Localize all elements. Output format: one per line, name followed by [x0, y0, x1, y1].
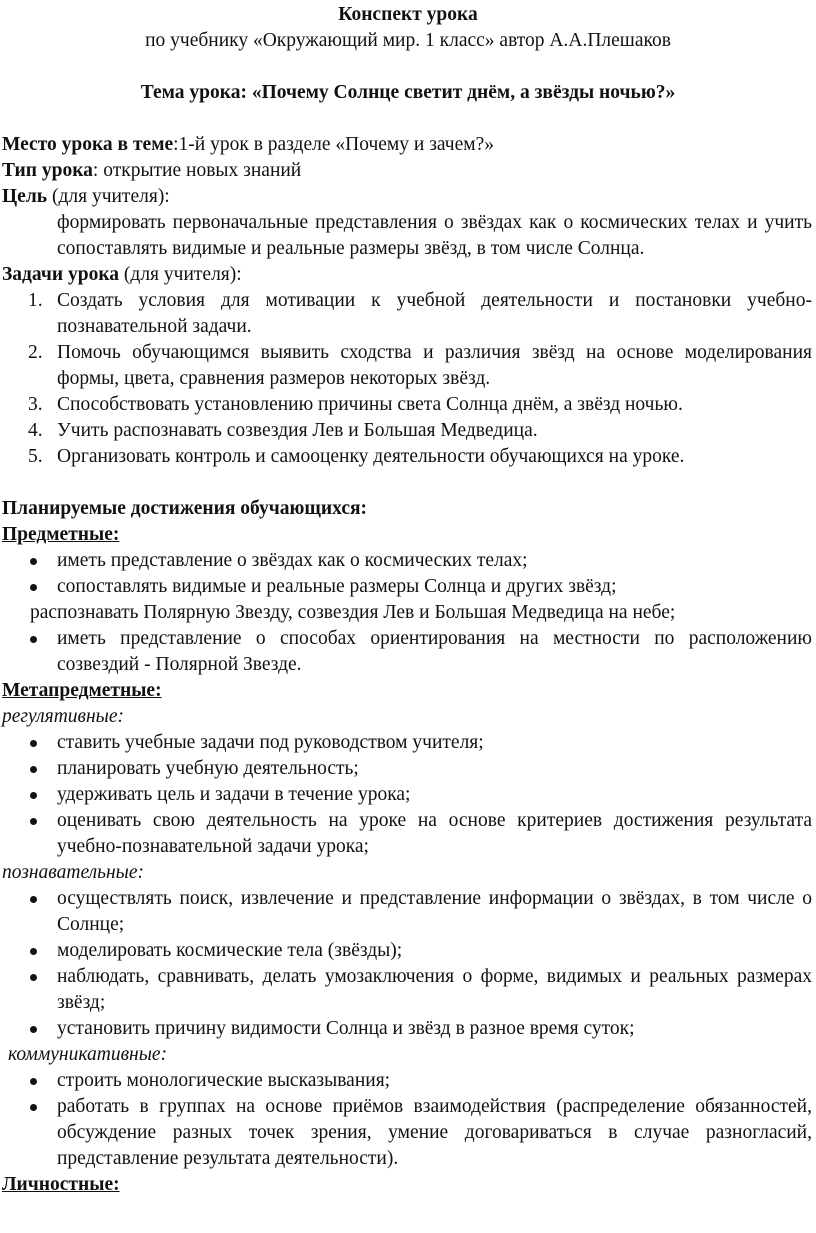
lesson-tasks-suffix: (для учителя):: [119, 264, 242, 285]
lesson-goal-text: формировать первоначальные представления о звёздах как о космических телах и учить сопоставлять видимые и реальные размеры звёзд, в том числе Солнца.: [57, 212, 812, 259]
lesson-type: [0, 158, 816, 184]
list-item-number: 4.: [28, 420, 43, 441]
regulatory-list: [0, 730, 816, 860]
list-item-text: иметь представление о звёздах как о космических телах;: [57, 550, 528, 571]
lesson-tasks-label: Задачи урока: [2, 264, 120, 285]
list-item: [0, 730, 812, 756]
list-item: [0, 574, 812, 600]
bullet-icon: [30, 974, 37, 981]
list-item-text: наблюдать, сравнивать, делать умозаключения о форме, видимых и реальных размерах звёзд;: [57, 966, 812, 1013]
meta-results-heading: Метапредметные:: [2, 680, 162, 701]
list-item: [0, 964, 812, 1016]
lesson-type-label: Тип урока: [2, 160, 93, 181]
subject-results-plain-line: распознавать Полярную Звезду, созвездия Лев и Большая Медведица на небе;: [30, 602, 676, 623]
list-item-text: Способствовать установлению причины света Солнца днём, а звёзд ночью.: [57, 394, 683, 415]
list-item: [0, 1094, 812, 1172]
bullet-icon: [30, 1026, 37, 1033]
list-item-text: Помочь обучающимся выявить сходства и различия звёзд на основе моделирования формы, цвета, сравнения размеров некоторых звёзд.: [57, 342, 812, 389]
lesson-type-value: : открытие новых знаний: [92, 160, 302, 181]
cognitive-list: [0, 886, 816, 1042]
personal-results-heading: Личностные:: [2, 1174, 120, 1195]
list-item-text: иметь представление о способах ориентирования на местности по расположению созвездий - Полярной Звезде.: [57, 628, 812, 675]
document-title: Конспект урока: [338, 4, 478, 25]
list-item-text: моделировать космические тела (звёзды);: [57, 940, 403, 961]
bullet-icon: [30, 948, 37, 955]
list-item-text: работать в группах на основе приёмов взаимодействия (распределение обязанностей, обсуждение разных точек зрения, умение договариваться в случае разногласий, представление результата деятельности).: [57, 1096, 812, 1169]
lesson-tasks-heading: [0, 262, 816, 288]
list-item: [0, 444, 812, 470]
list-item: [0, 886, 812, 938]
list-item-text: ставить учебные задачи под руководством учителя;: [57, 732, 484, 753]
list-item-number: 1.: [28, 290, 43, 311]
header: [0, 0, 816, 132]
list-item-text: оценивать свою деятельность на уроке на основе критериев достижения результата учебно-познавательной задачи урока;: [57, 810, 812, 857]
bullet-icon: [30, 636, 37, 643]
subject-results-heading: Предметные:: [2, 524, 120, 545]
list-item: [0, 1016, 812, 1042]
lesson-tasks-list: [0, 288, 816, 470]
list-item-text: планировать учебную деятельность;: [57, 758, 359, 779]
list-item: [0, 938, 812, 964]
bullet-icon: [30, 766, 37, 773]
list-item-number: 2.: [28, 342, 43, 363]
bullet-icon: [30, 792, 37, 799]
lesson-place-label: Место урока в теме: [2, 134, 174, 155]
list-item: [0, 340, 812, 392]
list-item-text: Создать условия для мотивации к учебной деятельности и постановки учебно-познавательной задачи.: [57, 290, 812, 337]
list-item-text: сопоставлять видимые и реальные размеры Солнца и других звёзд;: [57, 576, 617, 597]
list-item: [0, 548, 812, 574]
document-subtitle: по учебнику «Окружающий мир. 1 класс» автор А.А.Плешаков: [145, 30, 671, 51]
list-item: [0, 808, 812, 860]
communicative-list: [0, 1068, 816, 1172]
bullet-icon: [30, 896, 37, 903]
bullet-icon: [30, 740, 37, 747]
bullet-icon: [30, 558, 37, 565]
list-item-text: Организовать контроль и самооценку деятельности обучающихся на уроке.: [57, 446, 685, 467]
list-item: [0, 782, 812, 808]
communicative-label: коммуникативные:: [8, 1044, 168, 1065]
lesson-goal-suffix: (для учителя):: [47, 186, 170, 207]
list-item-text: Учить распознавать созвездия Лев и Большая Медведица.: [57, 420, 538, 441]
list-item-number: 5.: [28, 446, 43, 467]
list-item-text: осуществлять поиск, извлечение и представление информации о звёздах, в том числе о Солнце;: [57, 888, 812, 935]
achievements-heading: Планируемые достижения обучающихся:: [2, 498, 368, 519]
list-item: [0, 392, 812, 418]
bullet-icon: [30, 1078, 37, 1085]
list-item-text: строить монологические высказывания;: [57, 1070, 391, 1091]
regulatory-label: регулятивные:: [2, 706, 125, 727]
cognitive-label: познавательные:: [2, 862, 145, 883]
list-item-text: установить причину видимости Солнца и звёзд в разное время суток;: [57, 1018, 635, 1039]
lesson-goal-label: Цель: [2, 186, 48, 207]
lesson-place-value: :1-й урок в разделе «Почему и зачем?»: [173, 134, 494, 155]
lesson-topic: Тема урока: «Почему Солнце светит днём, а звёзды ночью?»: [140, 82, 676, 103]
list-item: [0, 1068, 812, 1094]
list-item: [0, 626, 812, 678]
bullet-icon: [30, 818, 37, 825]
list-item-text: удерживать цель и задачи в течение урока;: [57, 784, 411, 805]
list-item-number: 3.: [28, 394, 43, 415]
list-item: [0, 288, 812, 340]
bullet-icon: [30, 584, 37, 591]
lesson-place: [0, 132, 816, 158]
lesson-goal-heading: [0, 184, 816, 210]
bullet-icon: [30, 1104, 37, 1111]
subject-results-list: [0, 548, 816, 600]
subject-results-list-continued: [0, 626, 816, 678]
list-item: [0, 418, 812, 444]
list-item: [0, 756, 812, 782]
